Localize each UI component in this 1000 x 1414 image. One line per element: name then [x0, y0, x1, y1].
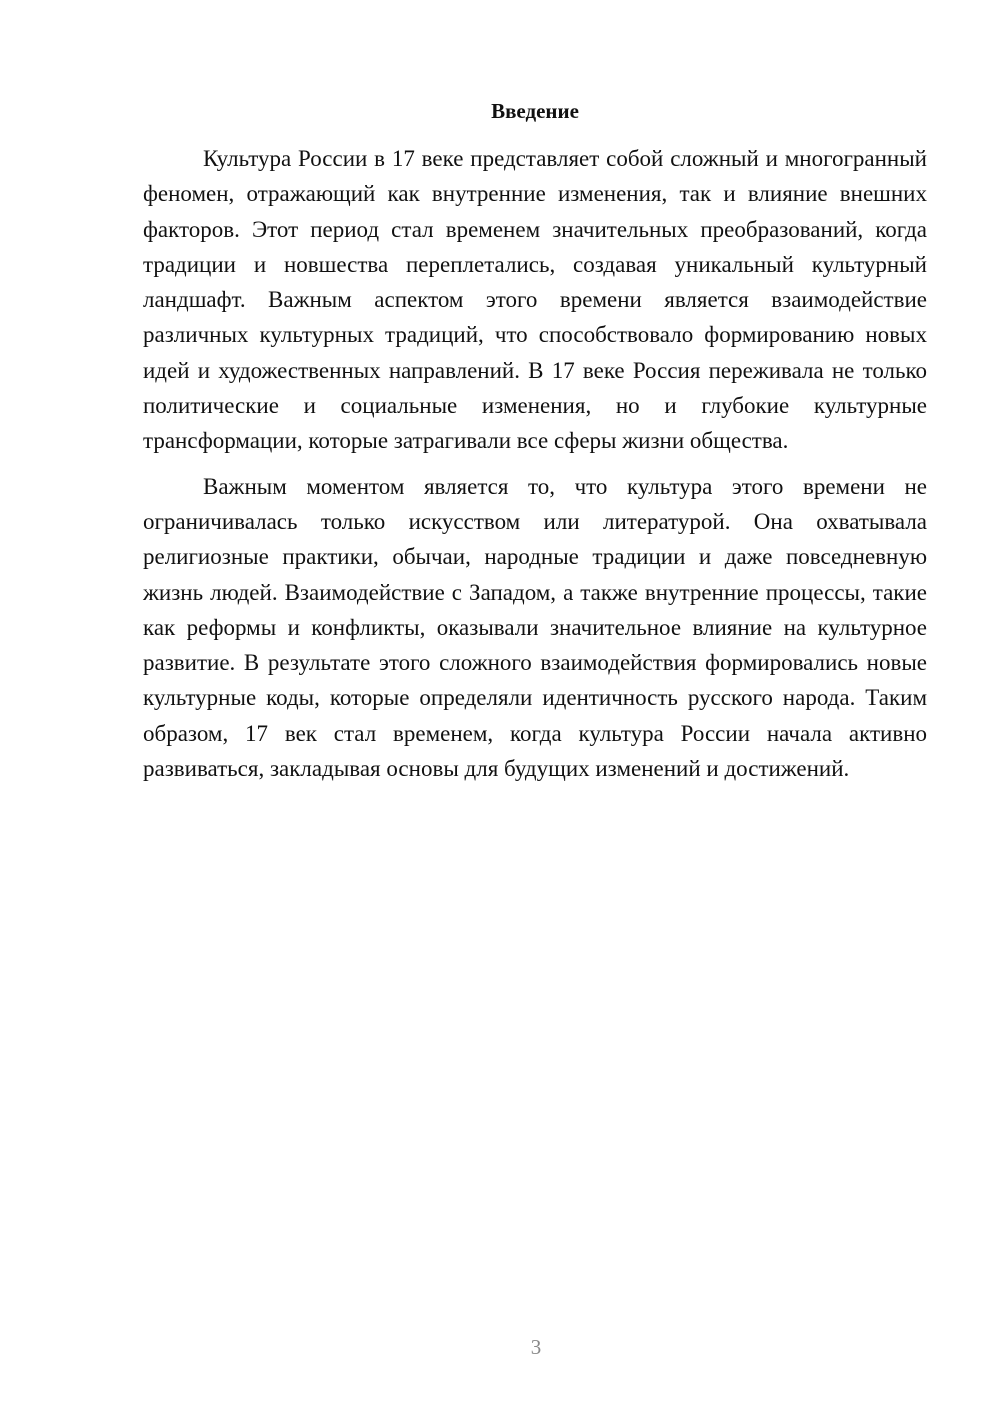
paragraph: Важным моментом является то, что культура этого времени не ограничивалась только искусством или литературой. Она охватывала религиозные практики, обычаи, народные традиции и даже повседневную жизнь людей. Взаимодействие с Западом, а также внутренние процессы, такие как реформы и конфликты, оказывали значительное влияние на культурное развитие. В результате этого сложного взаимодействия формировались новые культурные коды, которые определяли идентичность русского народа. Таким образом, 17 век стал временем, когда культура России начала активно развиваться, закладывая основы для будущих изменений и достижений.: [143, 473, 927, 782]
document-body: [143, 141, 927, 786]
section-heading: Введение: [491, 99, 579, 123]
page-number: 3: [530, 1335, 542, 1359]
paragraph: Культура России в 17 веке представляет собой сложный и многогранный феномен, отражающий как внутренние изменения, так и влияние внешних факторов. Этот период стал временем значительных преобразований, когда традиции и новшества переплетались, создавая уникальный культурный ландшафт. Важным аспектом этого времени является взаимодействие различных культурных традиций, что способствовало формированию новых идей и художественных направлений. В 17 веке Россия переживала не только политические и социальные изменения, но и глубокие культурные трансформации, которые затрагивали все сферы жизни общества.: [143, 146, 927, 454]
